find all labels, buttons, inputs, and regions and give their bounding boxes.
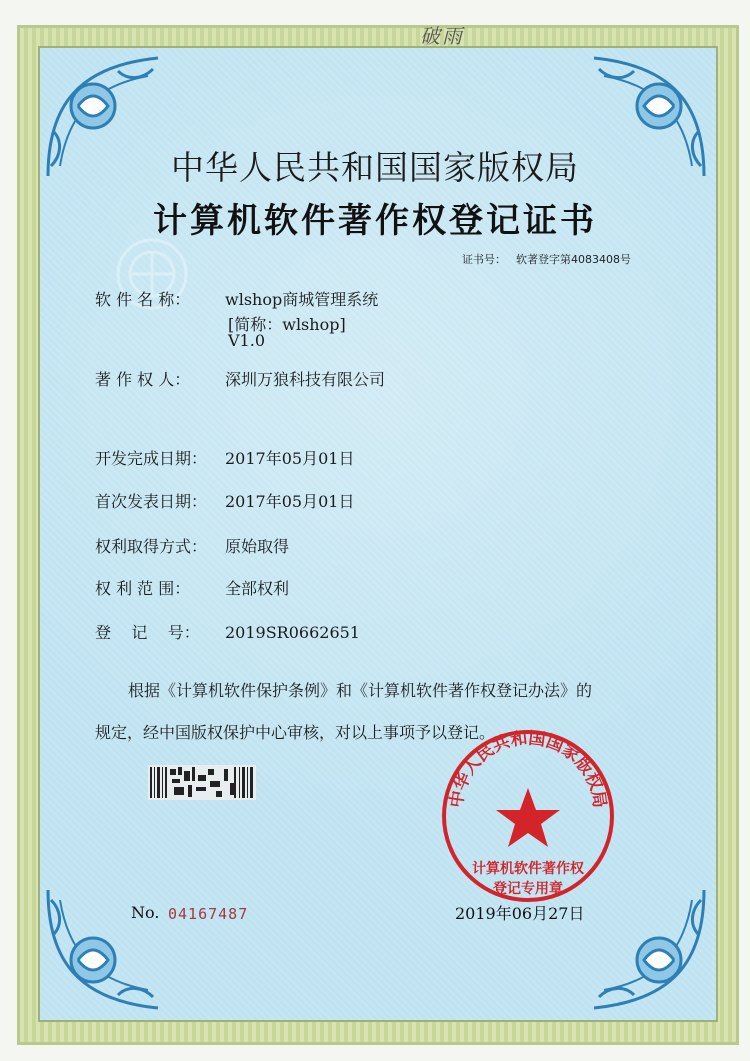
field-value: 2019SR0662651 [225, 623, 360, 642]
certificate-number [462, 251, 631, 267]
software-version: V1.0 [228, 331, 265, 350]
field-label: 登 记 号： [95, 623, 200, 642]
certificate-number-label: 证书号： [462, 253, 506, 266]
field-pub-date [95, 489, 354, 512]
seal-inner-line-2: 登记专用章 [493, 881, 563, 897]
software-short-name: [简称：wlshop] [228, 315, 346, 334]
issue-date: 2019年06月27日 [455, 904, 585, 923]
field-label: 权 利 范 围： [95, 579, 191, 598]
field-label: 著 作 权 人： [95, 370, 191, 389]
field-dev-date [95, 446, 354, 469]
handwritten-note: 破雨 [420, 24, 464, 48]
field-label: 权利取得方式： [95, 537, 208, 556]
seal-inner-line-1: 计算机软件著作权 [472, 861, 584, 877]
field-acquire-method [95, 534, 289, 557]
field-rights-scope [95, 576, 289, 599]
field-label: 软 件 名 称： [95, 290, 191, 309]
serial-number: 04167487 [168, 905, 249, 923]
field-value: 2017年05月01日 [225, 492, 355, 511]
issuer-title: 中华人民共和国国家版权局 [171, 148, 579, 187]
field-registration-number [95, 620, 360, 643]
field-software-name [95, 287, 378, 310]
field-label: 首次发表日期： [95, 492, 208, 511]
serial-label: No. [131, 903, 160, 922]
field-value: wlshop商城管理系统 [225, 290, 379, 309]
field-owner [95, 367, 385, 390]
field-value: 深圳万狼科技有限公司 [225, 370, 386, 389]
corner-ornament-bottom-left [38, 880, 178, 1020]
statement-line-2: 规定，经中国版权保护中心审核，对以上事项予以登记。 [95, 723, 496, 742]
certificate-title: 计算机软件著作权登记证书 [153, 201, 597, 241]
barcode-icon [148, 765, 256, 800]
field-label: 开发完成日期： [95, 449, 208, 468]
seal-ring-text: 中华人民共和国国家版权局 [446, 728, 610, 810]
field-value: 全部权利 [225, 579, 290, 598]
field-value: 原始取得 [225, 537, 290, 556]
certificate-number-value: 软著登字第4083408号 [516, 253, 631, 266]
statement-line-1: 根据《计算机软件保护条例》和《计算机软件著作权登记办法》的 [128, 681, 593, 700]
field-value: 2017年05月01日 [225, 449, 355, 468]
